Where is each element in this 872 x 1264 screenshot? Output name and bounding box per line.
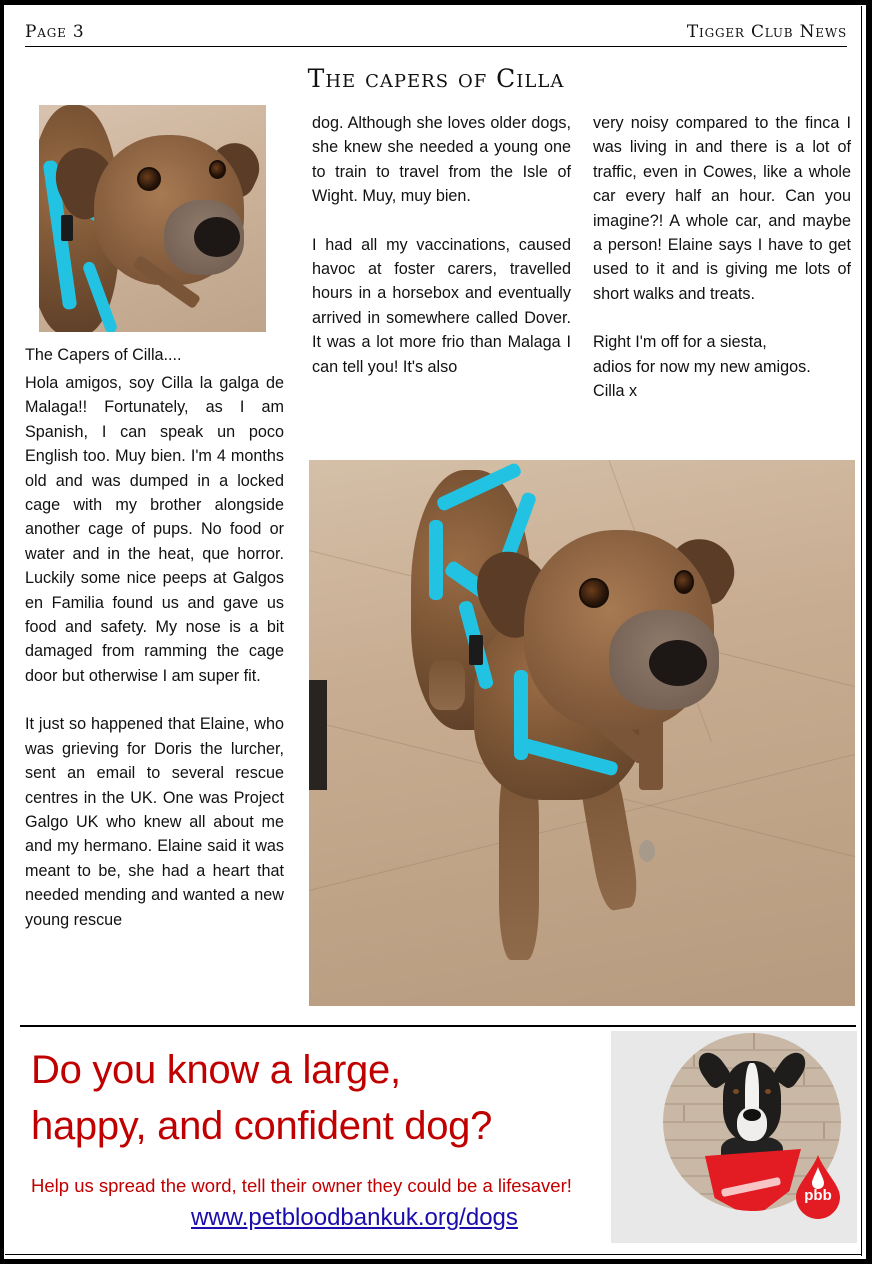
brick-joint [823,1123,825,1139]
paragraph: I had all my vaccinations, caused havoc at foster carers, travelled hours in a horsebox and eventually arrived in somewhere called Dover. It was a lot more frio than Malaga I can tell you! It's also [312,235,571,376]
greyhound-eye [765,1089,771,1094]
petbloodbank-link[interactable]: www.petbloodbankuk.org/dogs [191,1204,518,1231]
red-bandana [705,1149,801,1211]
advert-headline [31,1042,492,1154]
page-border-inner-bottom [5,1254,862,1255]
caption-heading: The Capers of Cilla.... [25,346,182,364]
section-divider [20,1025,856,1027]
harness-buckle [61,215,73,241]
advert-headline-line: Do you know a large, [31,1048,401,1092]
paragraph: very noisy compared to the finca I was living in and there is a lot of traffic, even in Cowes, like a whole car every half an hour. Can you imagine?! A whole car, and maybe a person! Elaine says I have to get used to it and is giving me lots of short walks and treats. [593,114,851,303]
dog-eye [579,578,609,608]
cilla-portrait-photo [39,105,266,332]
publication-name: Tigger Club News [686,22,847,42]
page-border-inner-right [861,6,862,1256]
cilla-standing-photo [309,460,855,1006]
greyhound-eye [733,1089,739,1094]
article-column-2 [312,111,571,379]
dog-nose [194,217,240,257]
page-number: Page 3 [25,22,85,42]
dog-eye [137,167,161,191]
signoff [593,330,851,403]
paragraph: dog. Although she loves older dogs, she knew she needed a young one to train to travel from the Isle of Wight. Muy, muy bien. [312,114,571,206]
advert-subline: Help us spread the word, tell their owner they could be a lifesaver! [31,1175,572,1196]
harness-strap [429,520,443,600]
article-column-3 [593,111,851,403]
dog-eye [674,570,694,594]
brick-joint [693,1051,695,1067]
greyhound-nose [743,1109,761,1121]
advert-headline-line: happy, and confident dog? [31,1104,493,1148]
harness-buckle [469,635,483,665]
advert-image [611,1031,857,1243]
brick-joint [753,1033,755,1049]
signoff-line: adios for now my new amigos. [593,357,811,376]
running-header [25,20,847,47]
article-column-1 [25,371,284,932]
pbb-logo-text: pbb [804,1187,832,1204]
dog-leg [429,660,465,710]
paragraph: It just so happened that Elaine, who was grieving for Doris the lurcher, sent an email to several rescue centres in the UK. One was Project Galgo UK who knew all about me and my hermano. Elaine said it was meant to be, she had a heart that needed mending and wanted a new young rescue [25,715,284,929]
dog-nose [649,640,707,686]
signoff-signature: Cilla x [593,382,638,401]
dog-eye [209,160,226,179]
signoff-line: Right I'm off for a siesta, [593,333,767,352]
paragraph: Hola amigos, soy Cilla la galga de Malaga!! Fortunately, as I am Spanish, I can speak un poco English too. Muy bien. I'm 4 months old and was dumped in a locked cage with my brother alongside another cage of pups. No food or water and in the heat, que horror. Luckily some nice peeps at Galgos en Familia found us and gave us food and safety. My nose is a bit damaged from ramming the cage door but otherwise I am super fit. [25,374,284,685]
dog-tag [639,840,655,862]
furniture-leg [309,680,327,790]
article-title: The capers of Cilla [307,64,565,93]
brick-joint [683,1105,685,1121]
pbb-logo [794,1155,842,1219]
